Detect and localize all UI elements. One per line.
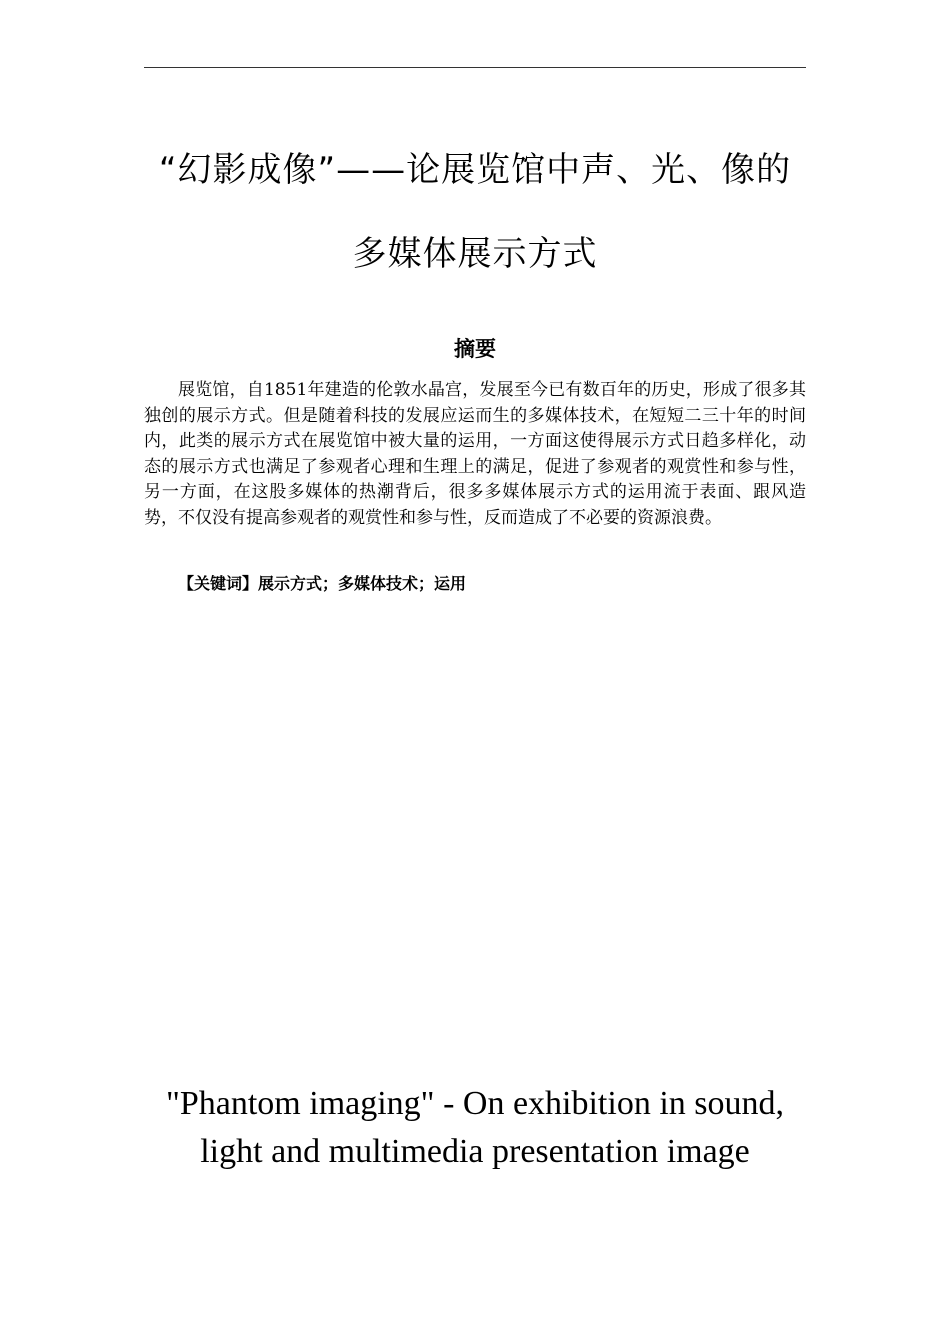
page-title-line-2: 多媒体展示方式 [352,234,598,274]
page-title-line-1: “幻影成像”——论展览馆中声、光、像的 [158,150,792,190]
abstract-body: 展览馆，自1851年建造的伦敦水晶宫，发展至今已有数百年的历史，形成了很多其独创的展示方式。但是随着科技的发展应运而生的多媒体技术，在短短二三十年的时间内，此类的展示方式在展览馆中被大量的运用，一方面这使得展示方式日趋多样化，动态的展示方式也满足了参观者心理和生理上的满足，促进了参观者的观赏性和参与性，另一方面，在这股多媒体的热潮背后，很多多媒体展示方式的运用流于表面、跟风造势，不仅没有提高参观者的观赏性和参与性，反而造成了不必要的资源浪费。 [144,380,806,528]
keywords-line [178,573,806,595]
header-rule [144,67,806,68]
abstract-heading: 摘要 [454,337,496,361]
keywords-text: 展示方式；多媒体技术；运用 [258,574,467,593]
keywords-label: 【关键词】 [178,574,259,593]
english-title: "Phantom imaging" - On exhibition in sound, light and multimedia presentation image [165,1085,784,1170]
